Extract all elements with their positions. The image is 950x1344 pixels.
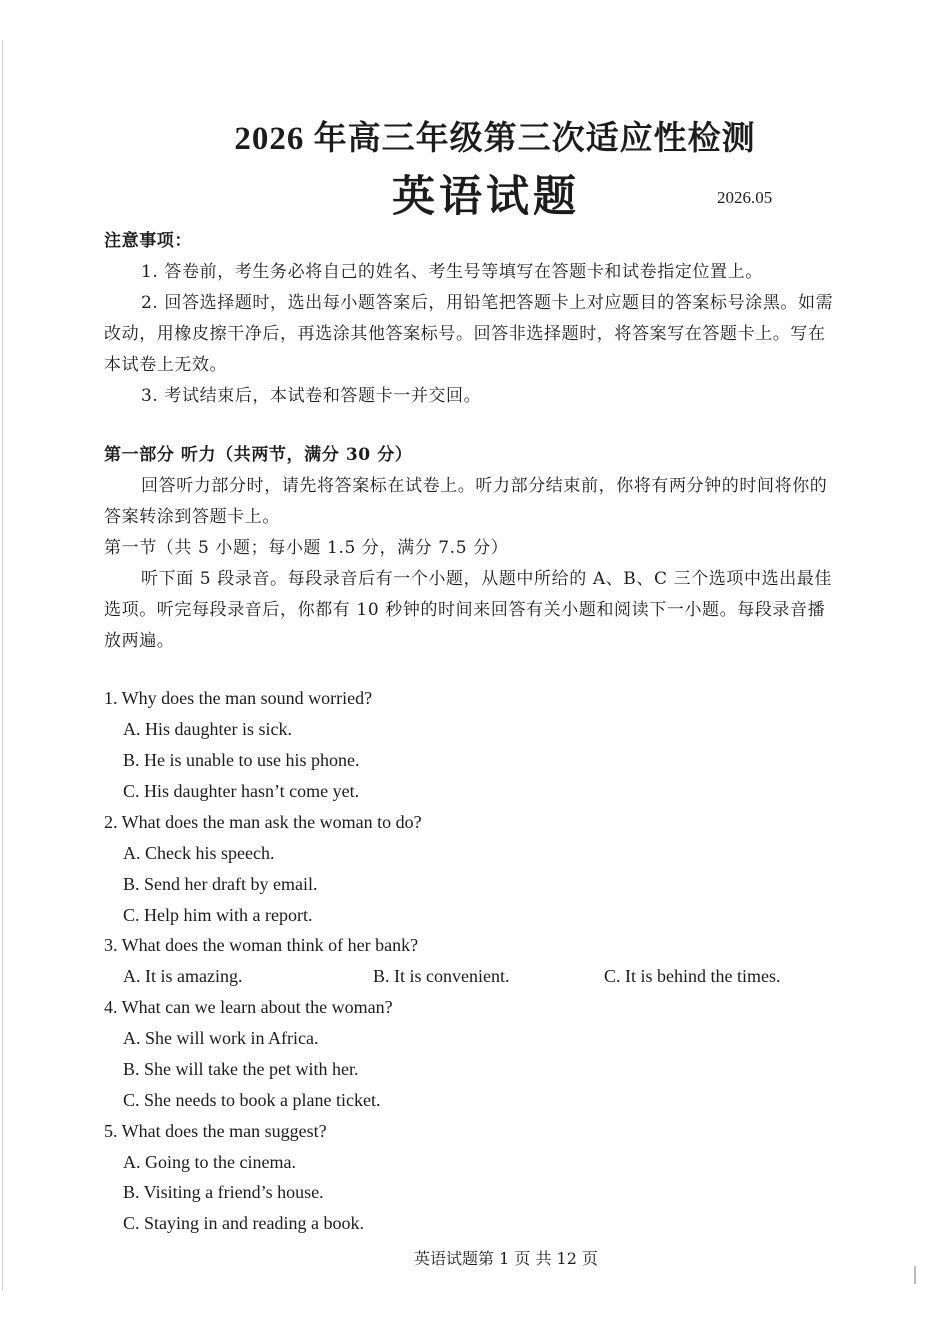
section1-instructions-b: 选项。听完每段录音后，你都有 10 秒钟的时间来回答有关小题和阅读下一小题。每段录音播 [104,600,826,620]
notes-line-3: 3. 考试结束后，本试卷和答题卡一并交回。 [141,386,482,406]
question-4-option-a: A. She will work in Africa. [123,1028,319,1048]
exam-date: 2026.05 [717,188,773,207]
question-3-option-c: C. It is behind the times. [604,966,781,986]
question-2-option-c: C. Help him with a report. [123,905,313,925]
scan-mark [914,1266,916,1284]
section1-instructions-a: 听下面 5 段录音。每段录音后有一个小题，从题中所给的 A、B、C 三个选项中选出最佳 [141,569,833,589]
section1-heading: 第一节（共 5 小题；每小题 1.5 分，满分 7.5 分） [104,538,509,558]
question-5: 5. What does the man suggest? [104,1121,327,1141]
question-5-option-c: C. Staying in and reading a book. [123,1213,364,1233]
question-1-option-c: C. His daughter hasn’t come yet. [123,781,360,801]
part1-heading: 第一部分 听力（共两节，满分 30 分） [104,445,413,465]
question-5-option-b: B. Visiting a friend’s house. [123,1182,324,1202]
question-4-option-c: C. She needs to book a plane ticket. [123,1090,381,1110]
question-3-option-b: B. It is convenient. [373,966,510,986]
part1-intro-b: 答案转涂到答题卡上。 [104,507,280,527]
part1-intro-a: 回答听力部分时，请先将答案标在试卷上。听力部分结束前，你将有两分钟的时间将你的 [141,476,828,496]
question-4-option-b: B. She will take the pet with her. [123,1059,359,1079]
section1-instructions-c: 放两遍。 [104,631,175,651]
notes-heading: 注意事项： [104,231,192,251]
notes-line-2c: 本试卷上无效。 [104,355,228,375]
question-1-option-a: A. His daughter is sick. [123,719,292,739]
question-2-option-a: A. Check his speech. [123,843,275,863]
question-5-option-a: A. Going to the cinema. [123,1152,296,1172]
subject-title: 英语试题 [392,172,580,222]
question-1-option-b: B. He is unable to use his phone. [123,750,360,770]
notes-line-2b: 改动，用橡皮擦干净后，再选涂其他答案标号。回答非选择题时，将答案写在答题卡上。写在 [104,324,826,344]
question-2: 2. What does the man ask the woman to do? [104,812,422,832]
exam-title: 2026 年高三年级第三次适应性检测 [234,121,756,157]
question-3-option-a: A. It is amazing. [123,966,243,986]
page-footer: 英语试题第 1 页 共 12 页 [414,1249,598,1268]
question-2-option-b: B. Send her draft by email. [123,874,318,894]
question-3: 3. What does the woman think of her bank? [104,935,419,955]
question-4: 4. What can we learn about the woman? [104,997,393,1017]
notes-line-2a: 2. 回答选择题时，选出每小题答案后，用铅笔把答题卡上对应题目的答案标号涂黑。如需 [141,293,834,313]
notes-line-1: 1. 答卷前，考生务必将自己的姓名、考生号等填写在答题卡和试卷指定位置上。 [141,262,763,282]
page-edge-line [2,40,3,1290]
question-1: 1. Why does the man sound worried? [104,688,373,708]
